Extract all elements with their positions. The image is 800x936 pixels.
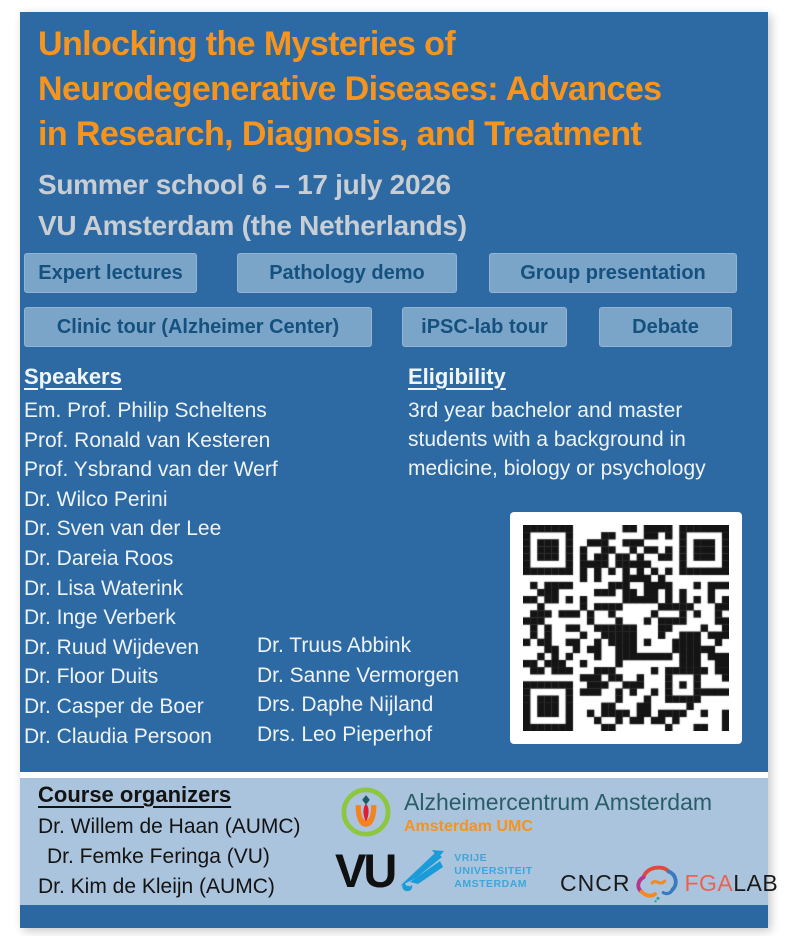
title-line: in Research, Diagnosis, and Treatment bbox=[38, 115, 642, 153]
activity-tags-row-1 bbox=[24, 253, 737, 293]
tulip-icon bbox=[340, 786, 392, 838]
vu-logo bbox=[335, 844, 533, 897]
eligibility-line: students with a background in bbox=[408, 428, 686, 451]
event-location: VU Amsterdam (the Netherlands) bbox=[38, 210, 467, 241]
poster bbox=[20, 12, 779, 928]
eligibility-heading: Eligibility bbox=[408, 364, 506, 389]
course-organizers-heading: Course organizers bbox=[38, 782, 232, 807]
bottom-accent-bar bbox=[20, 905, 768, 928]
tag-debate: Debate bbox=[599, 307, 732, 347]
vu-wordmark bbox=[454, 852, 532, 891]
speaker-name: Dr. Ruud Wijdeven bbox=[24, 635, 200, 659]
speaker-name: Dr. Claudia Persoon bbox=[24, 724, 212, 748]
alzheimercentrum-title: Alzheimercentrum Amsterdam bbox=[404, 789, 713, 815]
griffin-icon bbox=[396, 848, 448, 894]
title-line: Neurodegenerative Diseases: Advances bbox=[38, 70, 662, 108]
poster-footer bbox=[20, 778, 779, 905]
speaker-name: Drs. Daphe Nijland bbox=[257, 693, 434, 717]
qr-code bbox=[510, 512, 742, 744]
tag-expert-lectures: Expert lectures bbox=[24, 253, 197, 293]
vu-abbreviation: VU bbox=[335, 844, 395, 897]
speaker-name: Dr. Truus Abbink bbox=[257, 634, 412, 657]
course-organizers-section bbox=[38, 782, 301, 902]
speakers-heading: Speakers bbox=[24, 364, 122, 389]
tag-ipsc-lab-tour: iPSC-lab tour bbox=[402, 307, 567, 347]
speaker-name: Dr. Dareia Roos bbox=[24, 546, 174, 570]
tag-clinic-tour: Clinic tour (Alzheimer Center) bbox=[24, 307, 372, 347]
poster-main-panel bbox=[20, 12, 768, 772]
lab-label: LAB bbox=[733, 869, 779, 896]
event-subtitle bbox=[38, 164, 467, 246]
speaker-name: Prof. Ronald van Kesteren bbox=[24, 428, 271, 452]
eligibility-line: 3rd year bachelor and master bbox=[408, 399, 683, 422]
organizer-name: Dr. Femke Feringa (VU) bbox=[47, 845, 270, 868]
title-line: Unlocking the Mysteries of bbox=[38, 25, 456, 63]
speaker-name: Dr. Inge Verberk bbox=[24, 606, 176, 630]
tag-pathology-demo: Pathology demo bbox=[237, 253, 457, 293]
vu-wordmark-line: AMSTERDAM bbox=[454, 877, 528, 890]
brain-icon bbox=[632, 862, 682, 904]
speaker-name: Dr. Casper de Boer bbox=[24, 694, 204, 718]
qr-code-pattern bbox=[523, 525, 729, 731]
cncr-label: CNCR bbox=[560, 869, 631, 896]
speaker-name: Dr. Sven van der Lee bbox=[24, 517, 222, 541]
organizer-name: Dr. Willem de Haan (AUMC) bbox=[38, 815, 301, 838]
speaker-name: Dr. Wilco Perini bbox=[24, 487, 168, 511]
tag-group-presentation: Group presentation bbox=[489, 253, 737, 293]
speaker-name: Dr. Floor Duits bbox=[24, 665, 159, 689]
fga-label: FGA bbox=[684, 869, 734, 896]
eligibility-section bbox=[408, 364, 706, 483]
speaker-name: Dr. Lisa Waterink bbox=[24, 576, 184, 600]
speaker-name: Dr. Sanne Vermorgen bbox=[257, 663, 459, 687]
amsterdam-umc-label: Amsterdam UMC bbox=[404, 818, 533, 835]
event-title bbox=[38, 22, 762, 157]
alzheimercentrum-logo bbox=[340, 786, 712, 838]
activity-tags-row-2 bbox=[24, 307, 732, 347]
speaker-name: Drs. Leo Pieperhof bbox=[257, 722, 433, 746]
speakers-section bbox=[24, 364, 278, 751]
eligibility-line: medicine, biology or psychology bbox=[408, 457, 706, 480]
event-dates: Summer school 6 – 17 july 2026 bbox=[38, 169, 451, 200]
speakers-column-2 bbox=[257, 631, 459, 749]
vu-wordmark-line: VRIJE bbox=[454, 851, 488, 864]
speaker-name: Em. Prof. Philip Scheltens bbox=[24, 399, 267, 422]
cncr-fga-lab-logo bbox=[560, 862, 778, 904]
alzheimercentrum-text bbox=[404, 786, 712, 836]
speaker-name: Prof. Ysbrand van der Werf bbox=[24, 458, 278, 482]
vu-wordmark-line: UNIVERSITEIT bbox=[454, 864, 533, 877]
organizer-name: Dr. Kim de Kleijn (AUMC) bbox=[38, 875, 275, 898]
